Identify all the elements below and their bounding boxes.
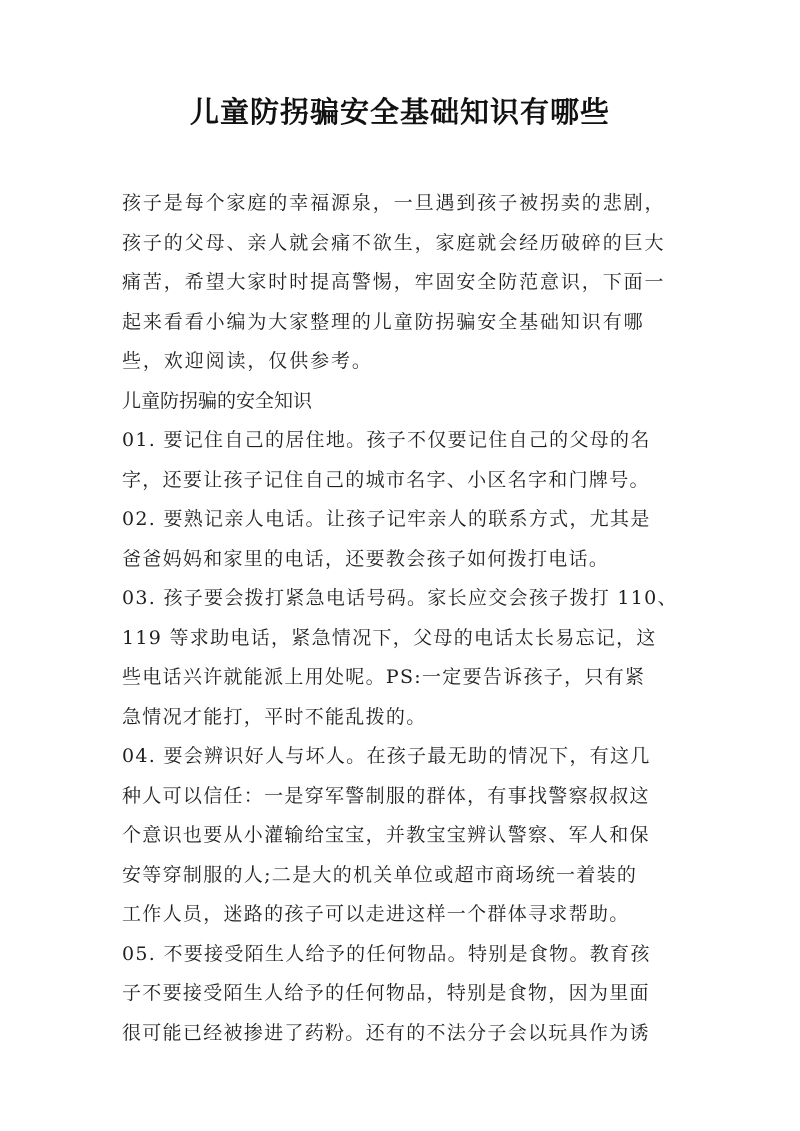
- text-line: 02. 要熟记亲人电话。让孩子记牢亲人的联系方式，尤其是: [122, 508, 651, 530]
- text-line: 痛苦，希望大家时时提高警惕，牢固安全防范意识，下面一: [122, 271, 666, 293]
- intro-paragraph: [122, 184, 688, 382]
- text-line: 种人可以信任：一是穿军警制服的群体，有事找警察叔叔这: [122, 784, 650, 807]
- document-title: 儿童防拐骗安全基础知识有哪些: [189, 95, 610, 129]
- text-line: 些电话兴许就能派上用处呢。PS:一定要告诉孩子，只有紧: [122, 666, 646, 688]
- text-line: 字，还要让孩子记住自己的城市名字、小区名字和门牌号。: [122, 468, 650, 491]
- text-line: 孩子是每个家庭的幸福源泉，一旦遇到孩子被拐卖的悲剧，: [122, 192, 666, 214]
- text-line: 起来看看小编为大家整理的儿童防拐骗安全基础知识有哪: [122, 310, 645, 333]
- text-line: 01. 要记住自己的居住地。孩子不仅要记住自己的父母的名: [122, 429, 651, 451]
- text-line: 子不要接受陌生人给予的任何物品，特别是食物，因为里面: [122, 982, 650, 1004]
- text-line: 些，欢迎阅读，仅供参考。: [122, 350, 373, 372]
- text-line: 很可能已经被掺进了药粉。还有的不法分子会以玩具作为诱: [122, 1021, 650, 1044]
- text-line: 孩子的父母、亲人就会痛不欲生，家庭就会经历破碎的巨大: [122, 231, 666, 254]
- text-line: 个意识也要从小灌输给宝宝，并教宝宝辨认警察、军人和保: [122, 824, 650, 846]
- tips-list: [122, 421, 688, 1053]
- text-line: 工作人员，迷路的孩子可以走进这样一个群体寻求帮助。: [122, 903, 630, 925]
- text-line: 03. 孩子要会拨打紧急电话号码。家长应交会孩子拨打 110、: [122, 587, 678, 609]
- text-line: 04. 要会辨识好人与坏人。在孩子最无助的情况下，有这几: [122, 745, 651, 767]
- section-subheading-block: [122, 382, 688, 422]
- section-subheading: 儿童防拐骗的安全知识: [122, 389, 313, 412]
- text-line: 爸爸妈妈和家里的电话，还要教会孩子如何拨打电话。: [122, 547, 610, 570]
- text-line: 急情况才能打，平时不能乱拨的。: [122, 705, 427, 728]
- document-body: [122, 184, 688, 1053]
- text-line: 安等穿制服的人;二是大的机关单位或超市商场统一着装的: [122, 863, 638, 886]
- text-line: 119 等求助电话，紧急情况下，父母的电话太长易忘记，这: [122, 626, 657, 649]
- text-line: 05. 不要接受陌生人给予的任何物品。特别是食物。教育孩: [122, 942, 651, 965]
